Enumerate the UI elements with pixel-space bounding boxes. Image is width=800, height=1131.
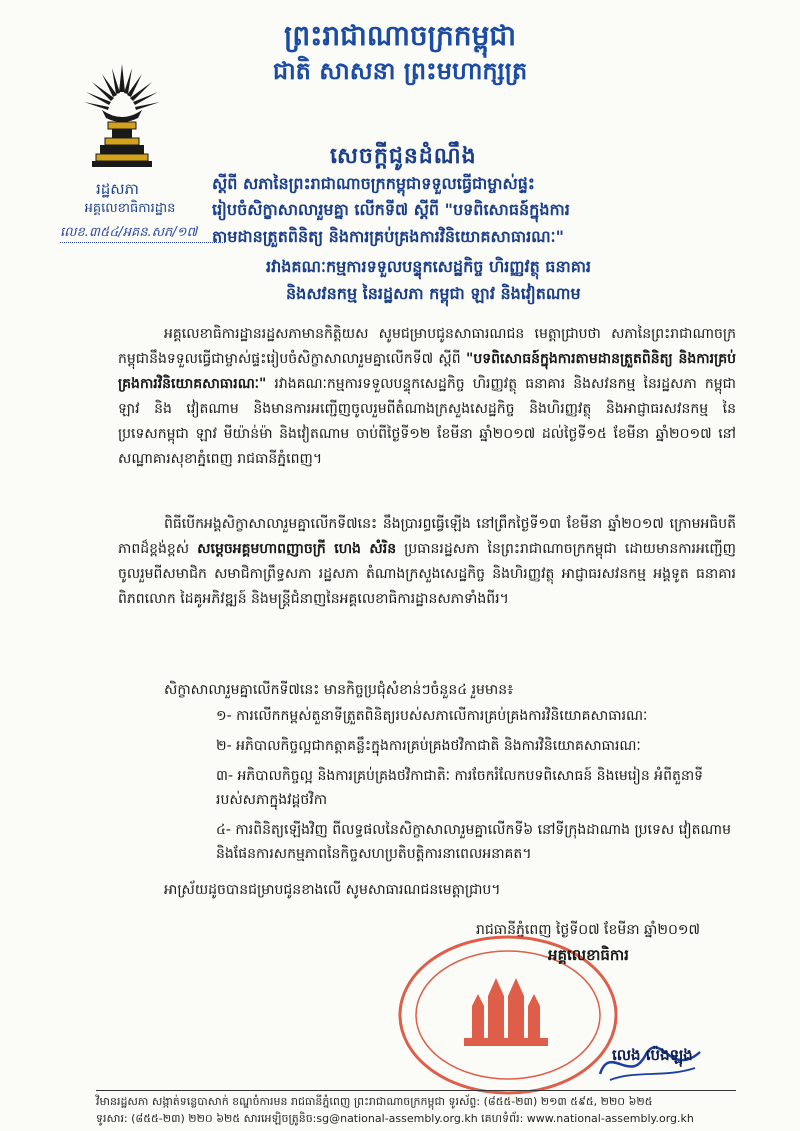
paragraph-1 xyxy=(118,322,736,472)
agenda-item-2: ២- អភិបាលកិច្ចល្អជាកត្តាគន្លឹះក្នុងការគ្រប់គ្រងថវិកាជាតិ និងការវិនិយោគសាធារណៈ xyxy=(216,738,641,754)
national-assembly-emblem xyxy=(72,62,172,170)
title-line-4: រវាងគណៈកម្មការទទួលបន្ទុកសេដ្ឋកិច្ច ហិរញ្ញវត្ថុ ធនាគារ xyxy=(266,257,592,276)
paragraph-3: សិក្ខាសាលារួមគ្នាលើកទី៧នេះ មានកិច្ចប្រជុំសំខាន់ៗចំនួន៤ រួមមាន៖ xyxy=(164,682,514,698)
title-line-5: និងសវនកម្ម នៃរដ្ឋសភា កម្ពុជា ឡាវ និងវៀតណាម xyxy=(286,284,581,303)
document-title: សេចក្តីជូនដំណឹង xyxy=(330,144,477,169)
department-name: អគ្គលេខាធិការដ្ឋាន xyxy=(84,201,176,216)
agenda-item-1: ១- ការលើកកម្ពស់តួនាទីត្រួតពិនិត្យរបស់សភាលើការគ្រប់គ្រងការវិនិយោគសាធារណៈ xyxy=(216,708,648,724)
national-motto: ជាតិ សាសនា ព្រះមហាក្សត្រ xyxy=(272,57,528,85)
date-line: រាជធានីភ្នំពេញ ថ្ងៃទី០៧ ខែមីនា ឆ្នាំ២០១៧ xyxy=(476,922,700,938)
reference-number: លេខ.៣៥៤/អគន.សភ/១៧ xyxy=(60,225,198,240)
paragraph-2 xyxy=(118,512,736,612)
footer-address: វិមានរដ្ឋសភា សង្កាត់ទន្លេបាសាក់ ខណ្ឌចំការមន រាជធានីភ្នំពេញ ព្រះរាជាណាចក្រកម្ពុជា ទូរស័ព្ទ: (៨៥៥-២៣) ២១៣ ៥៩៥, ២២០ ៦២៥ xyxy=(96,1095,653,1108)
paragraph-1-intro: អគ្គលេខាធិការដ្ឋានរដ្ឋសភាមានកិត្តិយស សូមជម្រាបជូនសាធារណជន មេត្តាជ្រាបថា សភានៃព្រះរាជាណាចក្រកម្ពុជានឹងទទួលធ្វើជាម្ចាស់ផ្ទះរៀបចំសិក្ខាសាលារួមគ្នាលើកទី៧ ស្តីពី xyxy=(118,326,736,367)
paragraph-1-topic: "បទពិសោធន៍ក្នុងការតាមដានត្រួតពិនិត្យ និងការគ្រប់គ្រងការវិនិយោគសាធារណៈ" xyxy=(118,351,737,392)
organization-name: រដ្ឋសភា xyxy=(96,180,139,198)
signatory-name: លេង ប៉េងឡុង xyxy=(612,1046,693,1064)
agenda-item-4: ៤- ការពិនិត្យឡើងវិញ ពីលទ្ធផលនៃសិក្ខាសាលារួមគ្នាលើកទី៦ នៅទីក្រុងដាណាង ប្រទេស វៀតណាម និងផែនការសកម្មភាពនៃកិច្ចសហប្រតិបត្តិការនាពេលអនាគត។ xyxy=(216,822,731,862)
paragraph-2-intro: ពិធីបើកអង្គសិក្ខាសាលារួមគ្នាលើកទី៧នេះ នឹងប្រារព្ធធ្វើឡើង នៅព្រឹកថ្ងៃទី១៣ ខែមីនា ឆ្នាំ២០១៧ ក្រោមអធិបតីភាពដ៏ខ្ពង់ខ្ពស់ xyxy=(118,516,736,557)
footer-contact: ទូរសារ: (៨៥៥-២៣) ២២០ ៦២៥ សារអេឡិចត្រូនិច:sg@national-assembly.org.kh គេហទំព័រ: www.national-assembly.org.kh xyxy=(96,1112,694,1125)
kingdom-name: ព្រះរាជាណាចក្រកម្ពុជា xyxy=(283,19,516,52)
title-line-3: តាមដានត្រួតពិនិត្យ និងការគ្រប់គ្រងការវិនិយោគសាធារណៈ" xyxy=(212,227,564,246)
agenda-item-3: ៣- អភិបាលកិច្ចល្អ និងការគ្រប់គ្រងថវិកាជាតិៈ ការចែករំលែកបទពិសោធន៍ និងមេរៀន អំពីតួនាទីរបស់សភាក្នុងវដ្តថវិកា xyxy=(216,768,704,808)
paragraph-1-rest: រវាងគណៈកម្មការទទួលបន្ទុកសេដ្ឋកិច្ច ហិរញ្ញវត្ថុ ធនាគារ និងសវនកម្ម នៃរដ្ឋសភា កម្ពុជា ឡាវ និង វៀតណាម និងមានការអញ្ជើញចូលរួមពីតំណាងក្រសួងសេដ្ឋកិច្ច និងហិរញ្ញវត្ថុ និងអាជ្ញាធរសវនកម្ម នៃប្រទេសកម្ពុជា ឡាវ មីយ៉ាន់ម៉ា និងវៀតណាម ចាប់ពីថ្ងៃទី១២ ខែមីនា ឆ្នាំ២០១៧ ដល់ថ្ងៃទី១៥ ខែមីនា ឆ្នាំ២០១៧ នៅសណ្ឋាគារសុខាភ្នំពេញ រាជធានីភ្នំពេញ។ xyxy=(118,376,736,467)
title-line-2: រៀបចំសិក្ខាសាលារួមគ្នា លើកទី៧ ស្តីពី "បទពិសោធន៍ក្នុងការ xyxy=(212,200,570,219)
closing-line: អាស្រ័យដូចបានជម្រាបជូនខាងលើ សូមសាធារណជនមេត្តាជ្រាប។ xyxy=(164,882,501,898)
reference-underline xyxy=(60,242,225,243)
signatory-title: អគ្គលេខាធិការ xyxy=(548,946,629,964)
footer-divider xyxy=(96,1090,736,1091)
paragraph-2-presiding: សម្តេចអគ្គមហាពញាចក្រី ហេង សំរិន xyxy=(197,541,397,557)
paragraph-2-rest: ប្រធានរដ្ឋសភា នៃព្រះរាជាណាចក្រកម្ពុជា ដោយមានការអញ្ជើញចូលរួមពីសមាជិក សមាជិកាព្រឹទ្ធសភា រដ្ឋសភា តំណាងក្រសួងសេដ្ឋកិច្ច និងហិរញ្ញវត្ថុ អាជ្ញាធរសវនកម្ម អង្គទូត ធនាគារពិភពលោក ដៃគូអភិវឌ្ឍន៍ និងមន្ត្រីជំនាញនៃអគ្គលេខាធិការដ្ឋានសភាទាំងពីរ។ xyxy=(118,541,736,607)
title-line-1: ស្តីពី សភានៃព្រះរាជាណាចក្រកម្ពុជាទទួលធ្វើជាម្ចាស់ផ្ទះ xyxy=(212,174,535,193)
